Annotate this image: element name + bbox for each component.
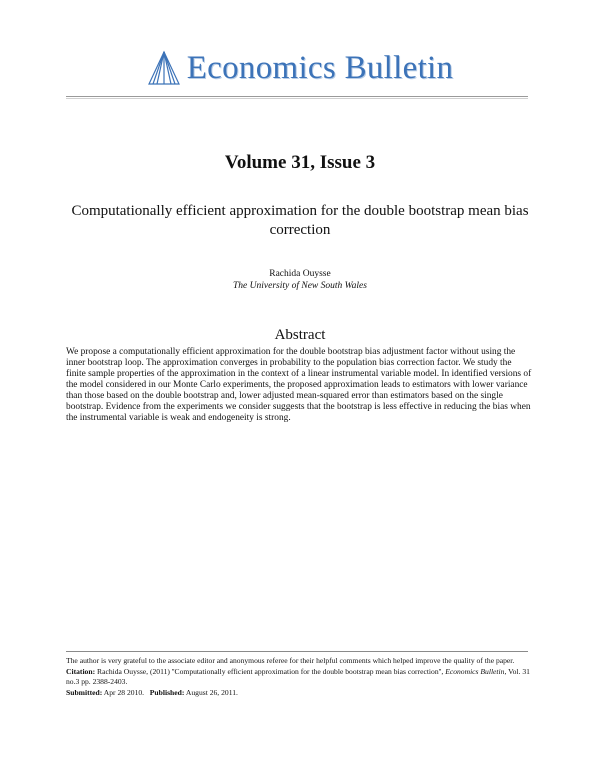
- journal-masthead: [0, 44, 600, 92]
- abstract-heading: Abstract: [274, 327, 326, 343]
- citation: [66, 667, 532, 688]
- paper-title: Computationally efficient approximation for the double bootstrap mean bias correction: [71, 203, 529, 238]
- triangle-logo-icon: [147, 50, 181, 86]
- citation-details: , Vol. 31 no.3 pp. 2388-2403.: [66, 666, 530, 686]
- citation-label: Citation:: [66, 666, 96, 676]
- journal-name: Economics Bulletin: [186, 49, 454, 86]
- citation-text: Rachida Ouysse, (2011) ''Computationally efficient approximation for the double bootstrap mean bias correction'',: [97, 666, 444, 676]
- volume-issue: Volume 31, Issue 3: [224, 152, 376, 173]
- abstract-body: We propose a computationally efficient approximation for the double bootstrap bias adjustment factor without using the inner bootstrap loop. The approximation converges in probability to the population bias correction factor. We study the finite sample properties of the approximation in the context of a linear instrumental variable model. In identified versions of the model considered in our Monte Carlo experiments, the proposed approximation leads to estimators with lower variance than those based on the double bootstrap and, lower adjusted mean-squared error than estimators based on the single bootstrap. Evidence from the experiments we consider suggests that the bootstrap is less effective in reducing the bias when the instrumental variable is weak and endogeneity is strong.: [66, 347, 532, 423]
- author-name: Rachida Ouysse: [269, 269, 331, 279]
- published-date: August 26, 2011.: [185, 687, 238, 697]
- footnote-divider: [66, 651, 528, 652]
- published-label: Published:: [149, 687, 185, 697]
- submitted-label: Submitted:: [66, 687, 103, 697]
- submission-dates: [66, 688, 532, 699]
- author-affiliation: The University of New South Wales: [233, 281, 367, 291]
- submitted-date: Apr 28 2010.: [103, 687, 145, 697]
- header-divider: [66, 96, 528, 99]
- acknowledgement: The author is very grateful to the associate editor and anonymous referee for their helpful comments which helped improve the quality of the paper.: [66, 656, 515, 665]
- citation-journal: Economics Bulletin: [445, 666, 505, 676]
- footnotes: [66, 656, 532, 698]
